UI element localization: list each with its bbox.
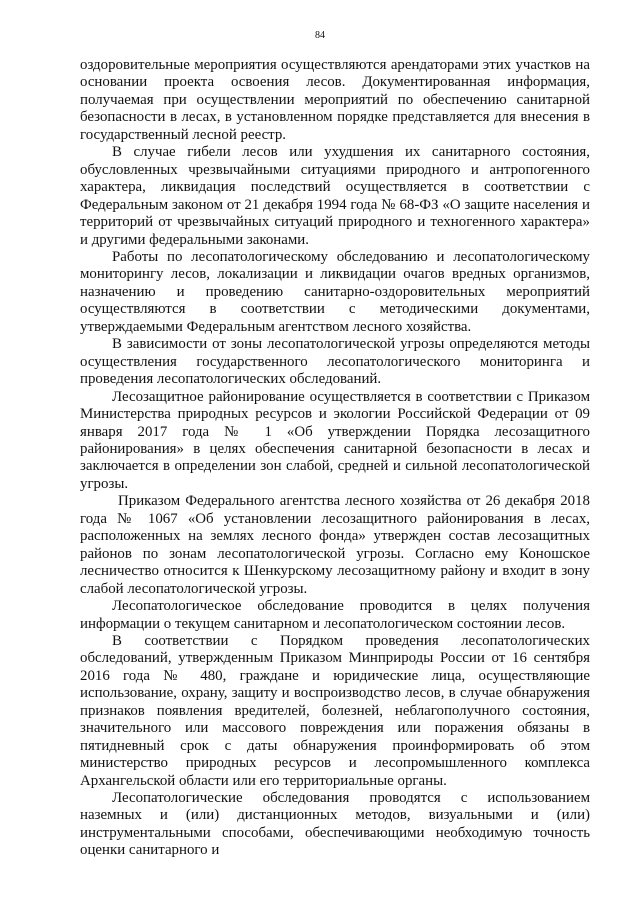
- paragraph-2: В случае гибели лесов или ухудшения их санитарного состояния, обусловленных чрезвычайными ситуациями природного и антропогенного характера, ликвидация последствий осуществляется в соответствии с Федеральным законом от 21 декабря 1994 года № 68-ФЗ «О защите населения и территорий от чрезвычайных ситуаций природного и техногенного характера» и другими федеральными законами.: [80, 144, 590, 248]
- paragraph-3: Работы по лесопатологическому обследованию и лесопатологическому мониторингу лесов, локализации и ликвидации очагов вредных организмов, назначению и проведению санитарно-оздоровительных мероприятий осуществляются в соответствии с методическими документами, утверждаемыми Федеральным агентством лесного хозяйства.: [80, 248, 590, 335]
- paragraph-7: Лесопатологическое обследование проводится в целях получения информации о текущем санитарном и лесопатологическом состоянии лесов.: [80, 598, 590, 632]
- paragraph-5: Лесозащитное районирование осуществляется в соответствии с Приказом Министерства природных ресурсов и экологии Российской Федерации от 09 января 2017 года № 1 «Об утверждении Порядка лесозащитного районирования» в целях обеспечения санитарной безопасности в лесах и заключается в определении зон слабой, средней и сильной лесопатологической угрозы.: [80, 388, 590, 492]
- paragraph-9: Лесопатологические обследования проводятся с использованием наземных и (или) дистанционных методов, визуальными и (или) инструментальными способами, обеспечивающими необходимую точность оценки санитарного и: [80, 790, 590, 859]
- paragraph-1: оздоровительные мероприятия осуществляются арендаторами этих участков на основании проекта освоения лесов. Документированная информация, получаемая при осуществлении мероприятий по обеспечению санитарной безопасности в лесах, в установленном порядке представляется для внесения в государственный лесной реестр.: [80, 57, 590, 143]
- document-body: [80, 57, 590, 860]
- paragraph-4: В зависимости от зоны лесопатологической угрозы определяются методы осуществления государственного лесопатологического мониторинга и проведения лесопатологических обследований.: [80, 336, 590, 388]
- paragraph-8: В соответствии с Порядком проведения лесопатологических обследований, утвержденным Приказом Минприроды России от 16 сентября 2016 года № 480, граждане и юридические лица, осуществляющие использование, охрану, защиту и воспроизводство лесов, в случае обнаружения признаков появления вредителей, болезней, неблагополучного состояния, значительного или массового повреждения или поражения обязаны в пятидневный срок с даты обнаружения проинформировать об этом министерство природных ресурсов и лесопромышленного комплекса Архангельской области или его территориальные органы.: [80, 632, 590, 789]
- paragraph-6: Приказом Федерального агентства лесного хозяйства от 26 декабря 2018 года № 1067 «Об установлении лесозащитного районирования в лесах, расположенных на землях лесного фонда» утвержден состав лесозащитных районов по зонам лесопатологической угрозы. Согласно ему Коношское лесничество относится к Шенкурскому лесозащитному району и входит в зону слабой лесопатологической угрозы.: [80, 493, 590, 597]
- page-number: 84: [315, 30, 325, 41]
